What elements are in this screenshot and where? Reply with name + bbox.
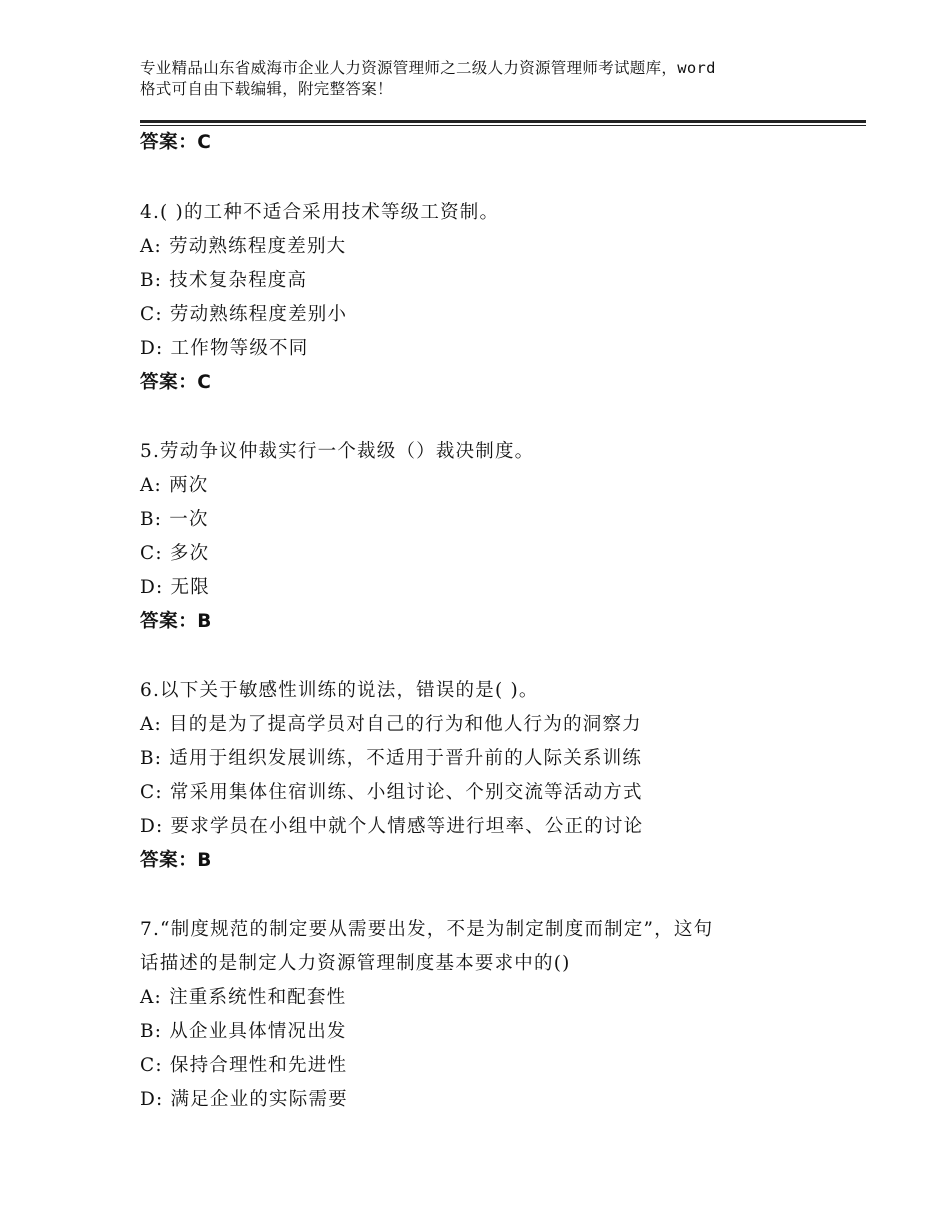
question-4-option-b: B: 技术复杂程度高 (140, 270, 308, 291)
header-line-2: 格式可自由下载编辑，附完整答案！ (140, 80, 393, 98)
question-6-option-d: D: 要求学员在小组中就个人情感等进行坦率、公正的讨论 (140, 816, 644, 837)
question-7-option-a: A: 注重系统性和配套性 (140, 987, 347, 1008)
question-7-option-b: B: 从企业具体情况出发 (140, 1021, 347, 1042)
question-5-option-b: B: 一次 (140, 509, 209, 530)
question-4-answer: 答案：C (140, 372, 212, 393)
header-rule-thin (140, 125, 866, 126)
question-7-stem-line-2: 话描述的是制定人力资源管理制度基本要求中的() (140, 953, 571, 974)
question-7-stem-line-1: 7.“制度规范的制定要从需要出发，不是为制定制度而制定”，这句 (140, 919, 714, 940)
question-6-answer: 答案：B (140, 850, 213, 871)
question-5-option-c: C: 多次 (140, 543, 210, 564)
question-5-option-d: D: 无限 (140, 577, 210, 598)
question-4-option-d: D: 工作物等级不同 (140, 338, 309, 359)
document-header (140, 58, 830, 100)
question-7-option-c: C: 保持合理性和先进性 (140, 1055, 348, 1076)
question-4-stem: 4.( )的工种不适合采用技术等级工资制。 (140, 202, 500, 223)
question-5-stem: 5.劳动争议仲裁实行一个裁级（）裁决制度。 (140, 441, 535, 462)
question-4-option-a: A: 劳动熟练程度差别大 (140, 236, 347, 257)
header-rule-thick (140, 120, 866, 123)
question-5-option-a: A: 两次 (140, 475, 209, 496)
header-line-1: 专业精品山东省威海市企业人力资源管理师之二级人力资源管理师考试题库，word (140, 59, 716, 77)
question-4-option-c: C: 劳动熟练程度差别小 (140, 304, 348, 325)
question-7-option-d: D: 满足企业的实际需要 (140, 1089, 348, 1110)
question-6-stem: 6.以下关于敏感性训练的说法，错误的是( )。 (140, 680, 539, 701)
question-6-option-a: A: 目的是为了提高学员对自己的行为和他人行为的洞察力 (140, 714, 642, 735)
question-5-answer: 答案：B (140, 611, 213, 632)
previous-answer: 答案：C (140, 132, 212, 153)
question-6-option-b: B: 适用于组织发展训练，不适用于晋升前的人际关系训练 (140, 748, 643, 769)
question-6-option-c: C: 常采用集体住宿训练、小组讨论、个别交流等活动方式 (140, 782, 643, 803)
